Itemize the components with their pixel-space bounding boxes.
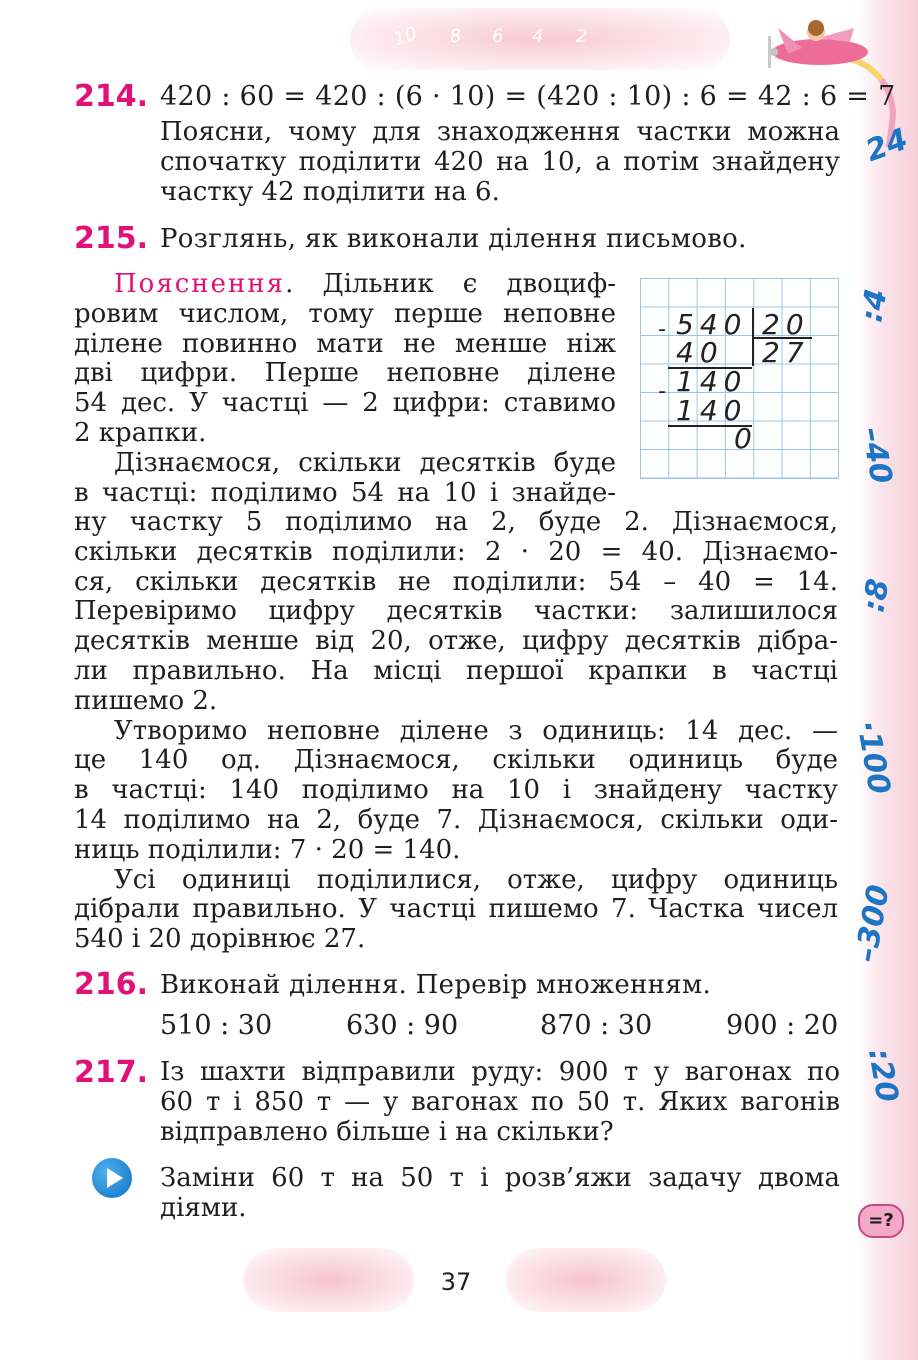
text-line: Поясни, чому для знаходження частки можна: [160, 117, 840, 147]
exercise-214-text: [160, 118, 840, 207]
side-decor-strip: [856, 0, 918, 1360]
minus-sign: -: [658, 317, 666, 342]
dividend: 540: [676, 308, 748, 341]
equals-question-icon: =?: [858, 1204, 904, 1238]
cloud-number: 10: [391, 22, 420, 51]
exercise-number: 215.: [74, 221, 149, 256]
remainder: 0: [734, 422, 752, 455]
side-number: 24: [861, 121, 913, 170]
quotient: 27: [762, 336, 810, 369]
text-line: Заміни 60 т на 50 т і розв’яжи задачу двома: [160, 1163, 840, 1193]
long-division-work: [640, 278, 838, 478]
text-line: в частці: поділимо 54 на 10 і знайде-: [74, 477, 616, 508]
text-line: десятків менше від 20, отже, цифру десятків дібра-: [74, 626, 838, 657]
exercise-215-task: Розглянь, як виконали ділення письмово.: [160, 224, 747, 254]
text-line: спочатку поділити 420 на 10, а потім знайдену: [160, 146, 840, 177]
text-line: скільки десятків поділили: 2 · 20 = 40. Дізнаємо-: [74, 536, 838, 567]
text-line: 60 т і 850 т — у вагонах по 50 т. Яких вагонів: [160, 1086, 840, 1117]
text-line: ділене повинно мати не менше ніж: [74, 328, 616, 359]
text-line: дві цифри. Перше неповне ділене: [74, 358, 616, 389]
text-line: 54 дес. У частці — 2 цифри: ставимо: [74, 388, 616, 419]
exercise-217-text: [160, 1058, 840, 1147]
text-line: Перевіримо цифру десятків частки: залишилося: [74, 596, 838, 627]
play-icon: [92, 1158, 132, 1198]
exercise-number: 217.: [74, 1055, 149, 1090]
text-line: ся, скільки десятків не поділили: 54 – 40 = 14.: [74, 566, 838, 597]
text-line: відправлено більше і на скільки?: [160, 1116, 614, 1147]
first-subtrahend: 40: [676, 336, 724, 369]
text-line: 540 і 20 дорівнює 27.: [74, 924, 366, 955]
explanation-label: Пояснення: [114, 269, 286, 299]
bottom-cloud-decor: [506, 1248, 666, 1312]
explanation-wide-text: [74, 508, 838, 955]
top-cloud-decor: [350, 8, 730, 70]
exercise-216-task: Виконай ділення. Перевір множенням.: [160, 970, 712, 1000]
text-line: пишемо 2.: [74, 685, 218, 716]
side-number: :20: [860, 1045, 905, 1106]
cloud-number: 6: [491, 25, 505, 48]
divisor: 20: [762, 308, 810, 341]
second-subtrahend: 140: [676, 394, 748, 427]
text-line: ниць поділили: 7 · 20 = 140.: [74, 834, 461, 865]
explanation-narrow-text: [74, 270, 616, 508]
text-line: це 140 од. Дізнаємося, скільки одиниць буде: [74, 745, 838, 776]
side-number: :8: [856, 576, 897, 615]
cloud-number: 4: [532, 26, 544, 47]
minus-sign: -: [658, 379, 666, 404]
text-fragment: . Дільник є двоциф-: [285, 269, 616, 299]
division-expression: 900 : 20: [726, 1010, 839, 1041]
side-number: –300: [848, 882, 897, 965]
text-line: Дізнаємося, скільки десятків буде: [114, 447, 616, 478]
side-number: –40: [854, 424, 899, 487]
text-line: дібрали правильно. У частці пишемо 7. Частка чисел: [74, 894, 838, 925]
division-expression: 510 : 30: [160, 1010, 273, 1041]
text-line: діями.: [160, 1192, 247, 1223]
text-line: ну частку 5 поділимо на 2, буде 2. Дізнаємося,: [74, 507, 838, 537]
text-line: 2 крапки.: [74, 417, 207, 448]
text-line: ли правильно. На місці першої крапки в частці: [74, 655, 838, 686]
cloud-number: 8: [448, 25, 464, 48]
page-number: 37: [440, 1268, 472, 1296]
exercise-214-equation: 420 : 60 = 420 : (6 · 10) = (420 : 10) : 6 = 42 : 6 = 7: [160, 81, 896, 112]
text-line: частку 42 поділити на 6.: [160, 176, 500, 207]
cloud-number: 2: [576, 26, 588, 47]
side-number: ·100: [849, 718, 897, 797]
partial-dividend: 140: [676, 365, 748, 398]
airplane-illustration: [758, 8, 878, 78]
exercise-number: 216.: [74, 967, 149, 1002]
division-expression: 870 : 30: [540, 1010, 653, 1041]
text-line: Утворимо неповне ділене з одиниць: 14 дес. —: [114, 715, 838, 746]
text-line: [74, 270, 616, 300]
side-number: :4: [854, 286, 895, 325]
text-line: Усі одиниці поділилися, отже, цифру одиниць: [114, 864, 838, 895]
exercise-217-extra-task: [160, 1164, 840, 1224]
text-line: в частці: 140 поділимо на 10 і знайдену частку: [74, 775, 838, 806]
division-expression: 630 : 90: [346, 1010, 459, 1041]
exercise-number: 214.: [74, 79, 149, 114]
text-line: Із шахти відправили руду: 900 т у вагонах по: [160, 1057, 840, 1087]
text-line: ровим числом, тому перше неповне: [74, 298, 616, 329]
text-line: 14 поділимо на 2, буде 7. Дізнаємося, скільки оди-: [74, 804, 838, 835]
bottom-cloud-decor: [244, 1248, 414, 1312]
